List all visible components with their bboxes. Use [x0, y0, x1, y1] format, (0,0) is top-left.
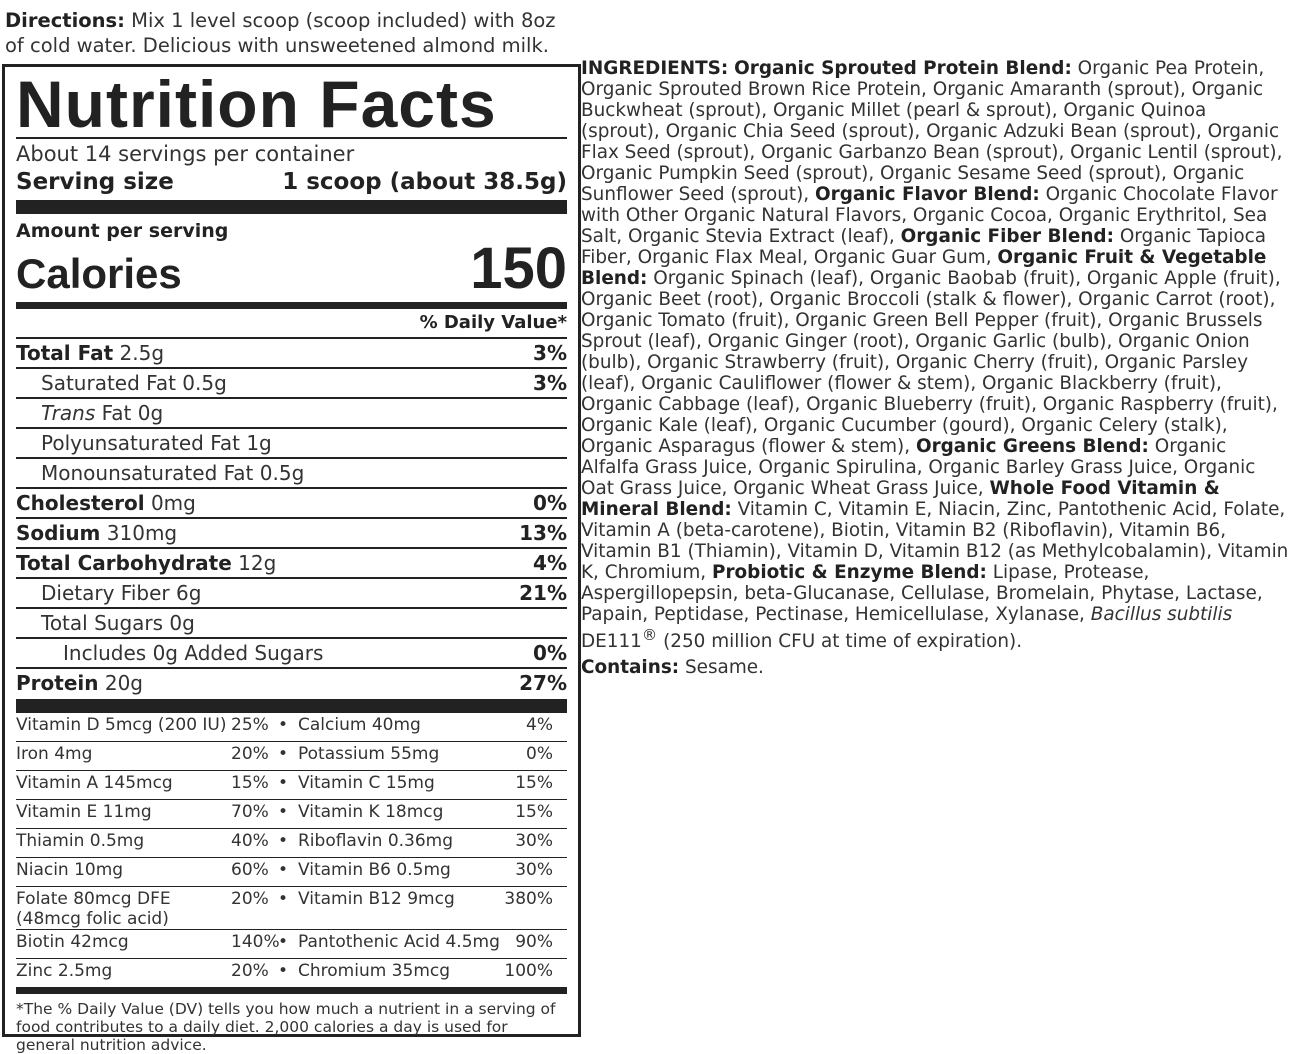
mineral-pct: 30% [515, 860, 553, 880]
vitamin-row [16, 770, 567, 799]
nutrient-dv: 0% [533, 491, 567, 515]
nutrient-row-monounsaturated-fat [16, 457, 567, 487]
nutrient-name: Sodium [16, 521, 101, 545]
nutrient-dv: 13% [519, 521, 567, 545]
nutrient-dv: 0% [533, 641, 567, 665]
mineral-pct: 15% [515, 802, 553, 822]
vitamin-pct: 70% [231, 802, 269, 822]
nutrient-name: Dietary Fiber [41, 581, 170, 605]
mineral-name: Calcium 40mg [298, 715, 421, 735]
blend-name: Whole Food Vitamin & Mineral Blend: [581, 478, 1220, 520]
blend-name: Probiotic & Enzyme Blend: [711, 562, 987, 583]
nutrient-name-rest: Fat [101, 401, 132, 425]
mineral-pct: 4% [526, 715, 553, 735]
nutrient-dv: 3% [533, 341, 567, 365]
vitamin-name: Folate 80mcg DFE (48mcg folic acid) [16, 889, 171, 929]
thick-divider [16, 699, 567, 713]
nutrient-row-polyunsaturated-fat [16, 427, 567, 457]
vitamin-pct: 40% [231, 831, 269, 851]
servings-per-container: About 14 servings per container [16, 142, 355, 166]
nutrient-amount: 0g [169, 611, 195, 635]
cfu-note: (250 million CFU at time of expiration). [663, 631, 1023, 653]
probiotic-strain-id: DE111 [581, 631, 642, 653]
nutrient-row-dietary-fiber [16, 577, 567, 607]
nutrient-dv: 21% [519, 581, 567, 605]
nutrient-dv: 3% [533, 371, 567, 395]
bullet: • [277, 889, 289, 909]
vitamin-name: Zinc 2.5mg [16, 961, 113, 981]
vitamin-row [16, 857, 567, 886]
mineral-name: Riboflavin 0.36mg [298, 831, 454, 851]
ingredients-text [581, 58, 1289, 652]
vitamin-pct: 20% [231, 744, 269, 764]
blend-name: Organic Sprouted Protein Blend: [734, 58, 1072, 79]
serving-size-label: Serving size [16, 169, 174, 195]
vitamin-row [16, 929, 567, 958]
directions-body: Mix 1 level scoop (scoop included) with 8oz of cold water. Delicious with unsweetened almond milk. [5, 9, 556, 57]
vitamin-row [16, 799, 567, 828]
vitamin-row [16, 828, 567, 857]
blend-name: Organic Greens Blend: [915, 436, 1149, 457]
mineral-pct: 380% [504, 889, 553, 909]
vitamin-name: Vitamin E 11mg [16, 802, 152, 822]
nutrient-row-trans-fat [16, 397, 567, 427]
mineral-name: Pantothenic Acid 4.5mg [298, 932, 500, 952]
nutrient-name: Total Sugars [41, 611, 164, 635]
daily-value-footnote: *The % Daily Value (DV) tells you how much a nutrient in a serving of food contributes to a daily diet. 2,000 calories a day is used for general nutrition advice. [16, 1000, 556, 1054]
calories-row [16, 236, 567, 301]
nutrient-name: Includes 0g Added Sugars [63, 641, 324, 665]
blend-name: Organic Flavor Blend: [815, 184, 1040, 205]
nutrient-amount: 1g [246, 431, 272, 455]
mineral-name: Potassium 55mg [298, 744, 440, 764]
medium-divider [16, 987, 567, 994]
nutrient-amount: 2.5g [119, 341, 165, 365]
vitamin-pct: 20% [231, 961, 269, 981]
vitamin-name: Biotin 42mcg [16, 932, 129, 952]
nutrient-name: Polyunsaturated Fat [41, 431, 240, 455]
mineral-pct: 90% [515, 932, 553, 952]
nutrient-row-total-carbohydrate [16, 547, 567, 577]
vitamin-name: Niacin 10mg [16, 860, 124, 880]
nutrient-amount: 0mg [150, 491, 196, 515]
nutrient-amount: 310mg [106, 521, 178, 545]
bullet: • [277, 744, 289, 764]
contains-value: Sesame. [684, 657, 764, 679]
nutrient-amount: 12g [238, 551, 277, 575]
bullet: • [277, 802, 289, 822]
nutrient-name: Total Fat [16, 341, 114, 365]
serving-size-row [16, 168, 567, 196]
nutrient-dv: 4% [533, 551, 567, 575]
blend-name: Organic Fruit & Vegetable Blend: [581, 247, 1267, 289]
blend-contents: Lipase, Protease, Aspergillopepsin, beta-Glucanase, Cellulase, Bromelain, Phytase, Lactase, Papain, Peptidase, Pectinase, Hemicellulase, Xylanase, [581, 562, 1263, 625]
nutrient-name-italic: Trans [41, 401, 96, 425]
mineral-name: Vitamin B6 0.5mg [298, 860, 451, 880]
bullet: • [277, 932, 289, 952]
vitamin-row [16, 886, 567, 929]
vitamin-pct: 140% [231, 932, 280, 952]
calories-value: 150 [470, 236, 567, 301]
thick-divider [16, 200, 567, 214]
mineral-name: Vitamin B12 9mcg [298, 889, 455, 909]
calories-label: Calories [16, 250, 182, 297]
nutrient-row-total-sugars [16, 607, 567, 637]
directions-label: Directions: [5, 9, 125, 32]
contains-label: Contains: [581, 657, 680, 679]
nutrient-amount: 6g [175, 581, 202, 605]
vitamin-row [16, 713, 567, 741]
directions-text [5, 8, 565, 58]
vitamin-pct: 60% [231, 860, 269, 880]
nutrient-name: Cholesterol [16, 491, 145, 515]
blend-name: Organic Fiber Blend: [900, 226, 1114, 247]
mineral-pct: 0% [526, 744, 553, 764]
bullet: • [277, 715, 289, 735]
vitamin-name: Iron 4mg [16, 744, 93, 764]
bullet: • [277, 831, 289, 851]
blend-contents: Vitamin C, Vitamin E, Niacin, Zinc, Pantothenic Acid, Folate, Vitamin A (beta-carotene), Biotin, Vitamin B2 (Riboflavin), Vitamin B6, Vitamin B1 (Thiamin), Vitamin D, Vitamin B12 (as Methylcobalamin), Vitamin K, Chromium, [581, 499, 1289, 583]
blend-contents: Organic Alfalfa Grass Juice, Organic Spirulina, Organic Barley Grass Juice, Organic Oat Grass Juice, Organic Wheat Grass Juice, [581, 436, 1256, 499]
registered-mark: ® [641, 626, 658, 644]
nutrient-amount: 0.5g [259, 461, 305, 485]
nutrient-name: Total Carbohydrate [16, 551, 232, 575]
medium-divider [16, 302, 567, 309]
bullet: • [277, 961, 289, 981]
serving-size-value: 1 scoop (about 38.5g) [282, 169, 567, 195]
blend-contents: Organic Pea Protein, Organic Sprouted Brown Rice Protein, Organic Amaranth (sprout), Organic Buckwheat (sprout), Organic Millet (pearl & sprout), Organic Quinoa (sprout), Organic Chia Seed (sprout), Organic Adzuki Bean (sprout), Organic Flax Seed (sprout), Organic Garbanzo Bean (sprout), Organic Lentil (sprout), Organic Pumpkin Seed (sprout), Organic Sesame Seed (sprout), Organic Sunflower Seed (sprout), [581, 58, 1283, 205]
mineral-name: Vitamin C 15mg [298, 773, 435, 793]
nutrient-name: Saturated Fat [41, 371, 176, 395]
nutrient-dv: 27% [519, 671, 567, 695]
probiotic-strain: Bacillus subtilis [1090, 604, 1233, 625]
mineral-pct: 100% [504, 961, 553, 981]
nutrient-row-protein [16, 667, 567, 697]
ingredients-label: INGREDIENTS: [581, 58, 729, 79]
vitamin-row [16, 958, 567, 987]
bullet: • [277, 860, 289, 880]
nutrient-amount: 0.5g [182, 371, 227, 395]
mineral-name: Vitamin K 18mcg [298, 802, 444, 822]
blend-contents: Organic Chocolate Flavor with Other Organic Natural Flavors, Organic Cocoa, Organic Erythritol, Sea Salt, Organic Stevia Extract (leaf), [581, 184, 1278, 247]
vitamin-name: Vitamin A 145mcg [16, 773, 173, 793]
nutrition-facts-title: Nutrition Facts [16, 67, 497, 141]
nutrient-row-added-sugars [16, 637, 567, 667]
nutrition-facts-panel [2, 64, 581, 1054]
ingredients-block [581, 58, 1289, 678]
blend-contents: Organic Tapioca Fiber, Organic Flax Meal, Organic Guar Gum, [581, 226, 1267, 268]
nutrient-name: Monounsaturated Fat [41, 461, 254, 485]
nutrient-row-cholesterol [16, 487, 567, 517]
vitamin-name: Thiamin 0.5mg [16, 831, 145, 851]
mineral-pct: 30% [515, 831, 553, 851]
nutrient-row-total-fat [16, 337, 567, 367]
blend-contents: Organic Spinach (leaf), Organic Baobab (fruit), Organic Apple (fruit), Organic Beet (root), Organic Broccoli (stalk & flower), Organic Carrot (root), Organic Tomato (fruit), Organic Green Bell Pepper (fruit), Organic Brussels Sprout (leaf), Organic Ginger (root), Organic Garlic (bulb), Organic Onion (bulb), Organic Strawberry (fruit), Organic Cherry (fruit), Organic Parsley (leaf), Organic Cauliflower (flower & stem), Organic Blackberry (fruit), Organic Cabbage (leaf), Organic Blueberry (fruit), Organic Raspberry (fruit), Organic Kale (leaf), Organic Cucumber (gourd), Organic Celery (stalk), Organic Asparagus (flower & stem), [581, 268, 1281, 457]
nutrient-name: Protein [16, 671, 99, 695]
vitamin-pct: 15% [231, 773, 269, 793]
vitamin-name: Vitamin D 5mcg (200 IU) [16, 715, 227, 735]
bullet: • [277, 773, 289, 793]
daily-value-header: % Daily Value* [419, 312, 567, 333]
nutrient-row-sodium [16, 517, 567, 547]
nutrient-row-saturated-fat [16, 367, 567, 397]
vitamin-pct: 20% [231, 889, 269, 909]
nutrient-amount: 20g [104, 671, 143, 695]
vitamin-pct: 25% [231, 715, 269, 735]
vitamin-table [16, 713, 567, 987]
mineral-pct: 15% [515, 773, 553, 793]
allergen-statement [581, 657, 1289, 678]
vitamin-row [16, 741, 567, 770]
amount-per-serving: Amount per serving [16, 220, 229, 242]
nutrient-amount: 0g [137, 401, 164, 425]
mineral-name: Chromium 35mcg [298, 961, 451, 981]
